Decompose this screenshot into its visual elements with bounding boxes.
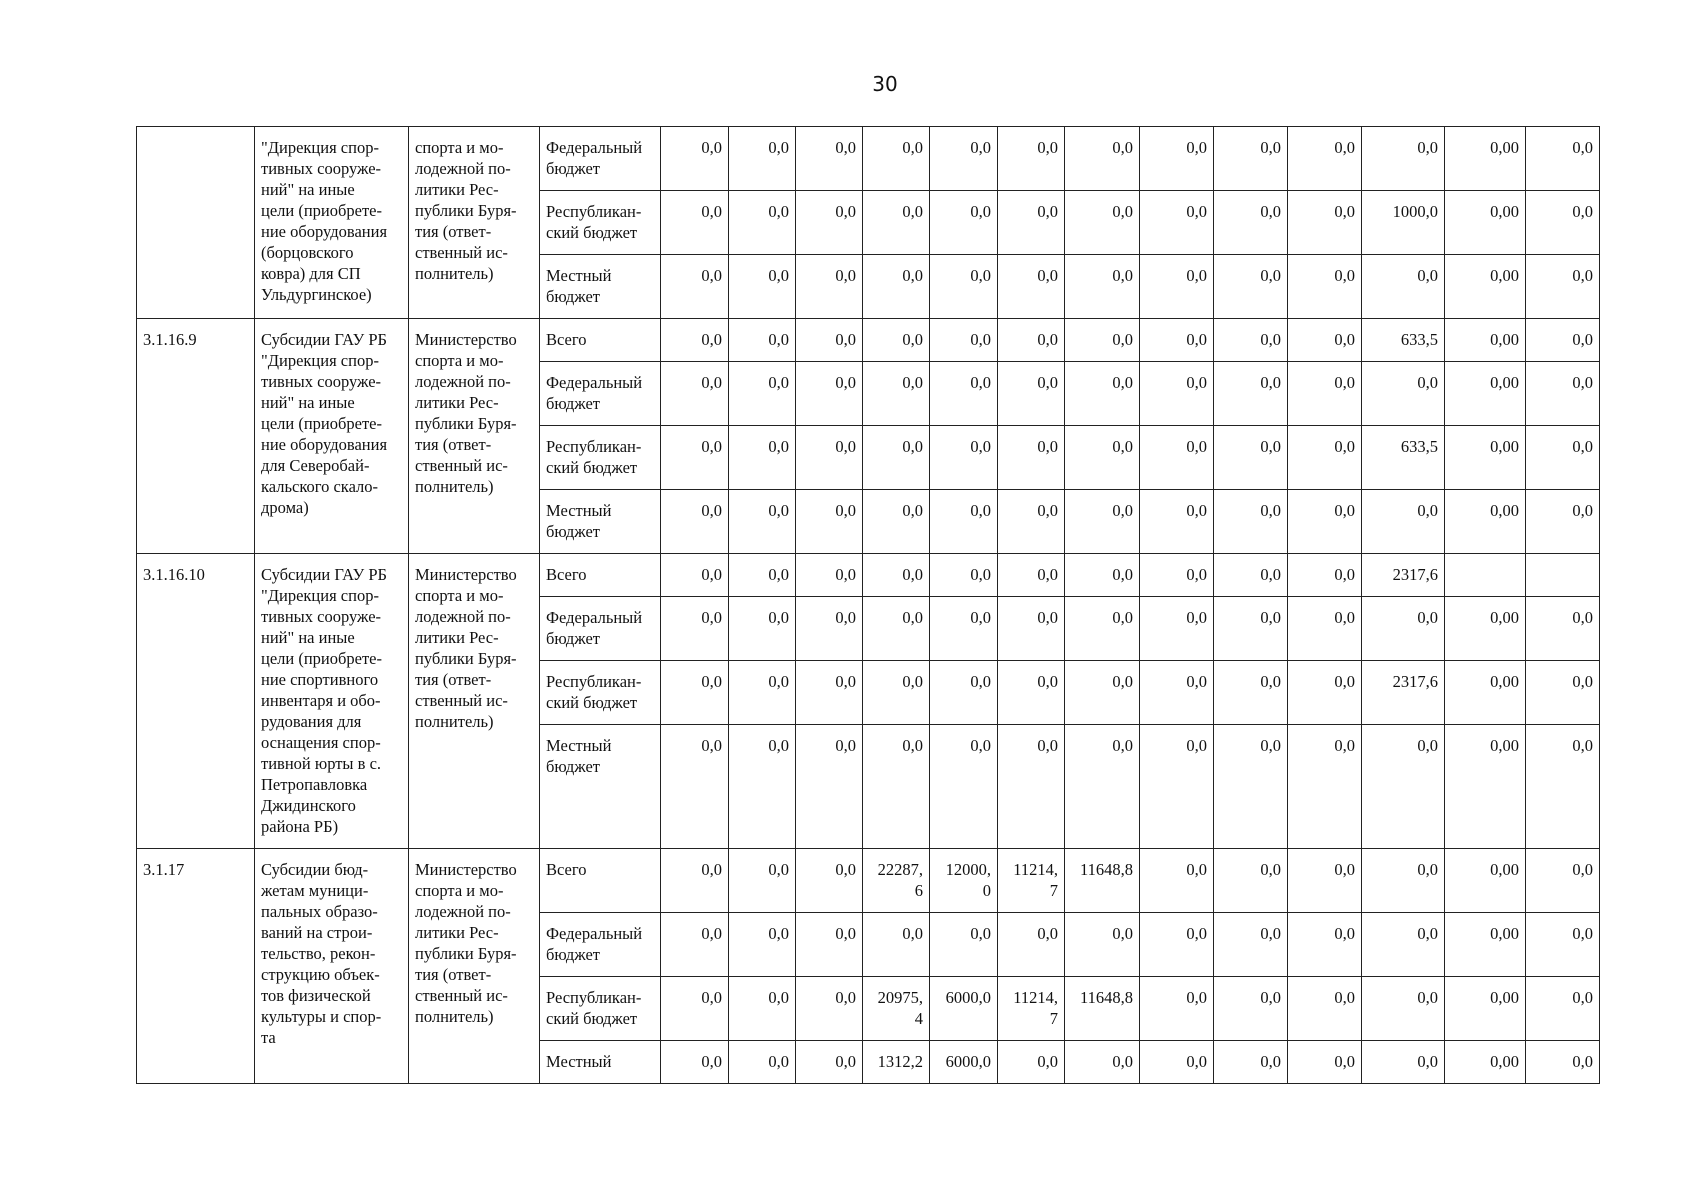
amount-cell: 0,0 <box>1065 255 1140 319</box>
amount-cell: 0,0 <box>1362 725 1445 849</box>
amount-cell: 0,0 <box>998 426 1065 490</box>
amount-cell: 0,0 <box>1214 490 1288 554</box>
amount-cell: 0,0 <box>1288 191 1362 255</box>
amount-cell: 0,0 <box>1526 191 1600 255</box>
amount-cell: 0,0 <box>1362 977 1445 1041</box>
amount-cell: 0,0 <box>998 913 1065 977</box>
amount-cell: 0,0 <box>661 849 729 913</box>
amount-cell: 0,0 <box>930 554 998 597</box>
amount-cell: 0,0 <box>1214 977 1288 1041</box>
amount-cell: 0,00 <box>1445 597 1526 661</box>
amount-cell: 0,0 <box>1140 597 1214 661</box>
funding-source: Республикан- ский бюджет <box>540 977 661 1041</box>
funding-source: Всего <box>540 554 661 597</box>
amount-cell: 0,0 <box>930 490 998 554</box>
amount-cell: 0,0 <box>1140 191 1214 255</box>
item-description: Субсидии ГАУ РБ "Дирекция спор- тивных сооруже- ний" на иные цели (приобрете- ние оборудования для Северобай- кальского скало- дрома) <box>255 319 409 554</box>
amount-cell: 0,0 <box>1065 319 1140 362</box>
amount-cell: 0,0 <box>930 597 998 661</box>
amount-cell: 0,0 <box>863 597 930 661</box>
amount-cell: 0,0 <box>930 255 998 319</box>
item-executor: Министерство спорта и мо- лодежной по- литики Рес- публики Буря- тия (ответ- ственный ис- полнитель) <box>409 319 540 554</box>
amount-cell: 0,0 <box>796 490 863 554</box>
amount-cell: 20975, 4 <box>863 977 930 1041</box>
amount-cell: 0,00 <box>1445 255 1526 319</box>
amount-cell: 0,0 <box>863 661 930 725</box>
amount-cell: 0,0 <box>930 127 998 191</box>
item-code: 3.1.16.9 <box>137 319 255 554</box>
amount-cell: 11648,8 <box>1065 849 1140 913</box>
amount-cell: 0,0 <box>1526 426 1600 490</box>
amount-cell: 0,0 <box>1214 191 1288 255</box>
amount-cell: 633,5 <box>1362 426 1445 490</box>
amount-cell: 0,0 <box>1362 362 1445 426</box>
amount-cell: 0,0 <box>1065 913 1140 977</box>
amount-cell: 0,00 <box>1445 977 1526 1041</box>
amount-cell: 0,0 <box>661 661 729 725</box>
amount-cell: 0,0 <box>1214 913 1288 977</box>
amount-cell: 6000,0 <box>930 1041 998 1084</box>
amount-cell: 0,00 <box>1445 661 1526 725</box>
amount-cell: 0,0 <box>796 913 863 977</box>
amount-cell: 0,0 <box>729 426 796 490</box>
item-executor: спорта и мо- лодежной по- литики Рес- публики Буря- тия (ответ- ственный ис- полнитель) <box>409 127 540 319</box>
amount-cell: 0,0 <box>998 319 1065 362</box>
amount-cell: 0,0 <box>930 191 998 255</box>
amount-cell: 1312,2 <box>863 1041 930 1084</box>
amount-cell: 0,0 <box>1526 913 1600 977</box>
amount-cell: 0,0 <box>930 362 998 426</box>
amount-cell: 0,0 <box>1214 725 1288 849</box>
amount-cell: 0,0 <box>998 127 1065 191</box>
amount-cell: 0,00 <box>1445 1041 1526 1084</box>
amount-cell: 0,00 <box>1445 490 1526 554</box>
item-description: Субсидии бюд- жетам муници- пальных образо- ваний на строи- тельство, рекон- струкцию объек- тов физической культуры и спор- та <box>255 849 409 1084</box>
amount-cell: 0,0 <box>1065 127 1140 191</box>
amount-cell: 11214, 7 <box>998 977 1065 1041</box>
funding-source: Местный бюджет <box>540 490 661 554</box>
item-code: 3.1.17 <box>137 849 255 1084</box>
amount-cell: 0,0 <box>796 191 863 255</box>
amount-cell: 0,0 <box>1140 1041 1214 1084</box>
amount-cell: 0,0 <box>863 554 930 597</box>
amount-cell: 0,0 <box>796 362 863 426</box>
table-row <box>137 554 1600 597</box>
amount-cell: 0,0 <box>796 661 863 725</box>
amount-cell: 2317,6 <box>1362 554 1445 597</box>
amount-cell: 0,0 <box>930 319 998 362</box>
amount-cell: 0,0 <box>1288 597 1362 661</box>
amount-cell: 0,0 <box>661 490 729 554</box>
funding-source: Федеральный бюджет <box>540 362 661 426</box>
table-body <box>137 127 1600 1084</box>
amount-cell: 0,0 <box>1288 490 1362 554</box>
amount-cell: 0,0 <box>1288 362 1362 426</box>
funding-source: Всего <box>540 319 661 362</box>
amount-cell: 0,00 <box>1445 191 1526 255</box>
amount-cell: 0,0 <box>1065 426 1140 490</box>
amount-cell: 0,0 <box>1065 1041 1140 1084</box>
amount-cell: 0,0 <box>661 725 729 849</box>
amount-cell: 12000, 0 <box>930 849 998 913</box>
amount-cell: 0,0 <box>1526 319 1600 362</box>
amount-cell: 0,0 <box>1288 554 1362 597</box>
amount-cell: 0,0 <box>1362 849 1445 913</box>
amount-cell: 0,0 <box>729 597 796 661</box>
amount-cell: 0,0 <box>796 255 863 319</box>
amount-cell: 0,0 <box>1288 661 1362 725</box>
amount-cell: 0,0 <box>796 426 863 490</box>
amount-cell: 0,0 <box>661 977 729 1041</box>
item-code <box>137 127 255 319</box>
amount-cell: 0,0 <box>1140 426 1214 490</box>
item-description: "Дирекция спор- тивных сооруже- ний" на иные цели (приобрете- ние оборудования (борцовского ковра) для СП Ульдургинское) <box>255 127 409 319</box>
amount-cell: 0,00 <box>1445 319 1526 362</box>
table-row <box>137 849 1600 913</box>
funding-source: Всего <box>540 849 661 913</box>
amount-cell: 0,0 <box>729 191 796 255</box>
amount-cell: 0,0 <box>1288 319 1362 362</box>
amount-cell: 0,0 <box>1288 1041 1362 1084</box>
amount-cell: 0,0 <box>1526 597 1600 661</box>
amount-cell: 0,0 <box>661 191 729 255</box>
amount-cell: 0,0 <box>1214 597 1288 661</box>
amount-cell: 0,0 <box>1526 127 1600 191</box>
funding-source: Республикан- ский бюджет <box>540 426 661 490</box>
amount-cell: 0,0 <box>1362 490 1445 554</box>
amount-cell: 0,0 <box>998 597 1065 661</box>
amount-cell: 0,0 <box>998 362 1065 426</box>
amount-cell: 0,0 <box>863 362 930 426</box>
amount-cell: 0,0 <box>1214 661 1288 725</box>
table-row <box>137 127 1600 191</box>
amount-cell: 0,0 <box>998 255 1065 319</box>
amount-cell: 0,0 <box>863 913 930 977</box>
amount-cell: 0,0 <box>998 661 1065 725</box>
amount-cell: 0,0 <box>1140 490 1214 554</box>
amount-cell: 0,0 <box>1065 725 1140 849</box>
amount-cell: 0,0 <box>1526 661 1600 725</box>
funding-source: Республикан- ский бюджет <box>540 191 661 255</box>
amount-cell: 0,0 <box>1065 554 1140 597</box>
amount-cell: 0,0 <box>1214 1041 1288 1084</box>
amount-cell: 1000,0 <box>1362 191 1445 255</box>
amount-cell: 0,00 <box>1445 426 1526 490</box>
amount-cell: 0,00 <box>1445 725 1526 849</box>
amount-cell: 0,0 <box>1065 362 1140 426</box>
amount-cell: 0,0 <box>729 913 796 977</box>
budget-table <box>136 126 1600 1084</box>
funding-source: Местный <box>540 1041 661 1084</box>
amount-cell: 0,0 <box>1526 725 1600 849</box>
funding-source: Федеральный бюджет <box>540 597 661 661</box>
amount-cell: 0,0 <box>796 127 863 191</box>
amount-cell: 0,0 <box>863 191 930 255</box>
funding-source: Федеральный бюджет <box>540 127 661 191</box>
amount-cell: 0,0 <box>1288 426 1362 490</box>
amount-cell: 0,0 <box>661 426 729 490</box>
amount-cell: 0,0 <box>1065 490 1140 554</box>
amount-cell: 0,0 <box>863 255 930 319</box>
amount-cell: 0,0 <box>1065 191 1140 255</box>
amount-cell: 0,0 <box>729 319 796 362</box>
amount-cell: 0,0 <box>729 490 796 554</box>
amount-cell: 0,0 <box>796 319 863 362</box>
amount-cell: 2317,6 <box>1362 661 1445 725</box>
amount-cell: 0,0 <box>661 255 729 319</box>
amount-cell: 0,0 <box>1526 255 1600 319</box>
funding-source: Местный бюджет <box>540 255 661 319</box>
amount-cell: 0,0 <box>998 1041 1065 1084</box>
amount-cell <box>1445 554 1526 597</box>
amount-cell: 0,0 <box>1362 255 1445 319</box>
amount-cell: 0,0 <box>1288 725 1362 849</box>
amount-cell: 0,0 <box>796 725 863 849</box>
amount-cell: 11214, 7 <box>998 849 1065 913</box>
amount-cell: 0,00 <box>1445 127 1526 191</box>
item-executor: Министерство спорта и мо- лодежной по- литики Рес- публики Буря- тия (ответ- ственный ис- полнитель) <box>409 849 540 1084</box>
amount-cell: 0,0 <box>998 191 1065 255</box>
amount-cell: 11648,8 <box>1065 977 1140 1041</box>
amount-cell: 0,0 <box>729 849 796 913</box>
amount-cell: 0,0 <box>1362 597 1445 661</box>
amount-cell: 0,0 <box>1140 725 1214 849</box>
amount-cell: 0,0 <box>1288 127 1362 191</box>
amount-cell: 0,0 <box>1362 1041 1445 1084</box>
amount-cell: 0,0 <box>930 913 998 977</box>
amount-cell: 0,0 <box>729 362 796 426</box>
amount-cell: 0,0 <box>1140 849 1214 913</box>
amount-cell: 6000,0 <box>930 977 998 1041</box>
amount-cell: 0,0 <box>796 1041 863 1084</box>
amount-cell: 0,0 <box>1140 362 1214 426</box>
item-code: 3.1.16.10 <box>137 554 255 849</box>
amount-cell: 0,0 <box>1140 977 1214 1041</box>
funding-source: Местный бюджет <box>540 725 661 849</box>
amount-cell: 0,0 <box>1214 849 1288 913</box>
item-description: Субсидии ГАУ РБ "Дирекция спор- тивных сооруже- ний" на иные цели (приобрете- ние спортивного инвентаря и обо- рудования для оснащения спор- тивной юрты в с. Петропавловка Джидинского района РБ) <box>255 554 409 849</box>
amount-cell: 0,00 <box>1445 849 1526 913</box>
amount-cell: 0,0 <box>1214 426 1288 490</box>
amount-cell: 0,0 <box>1140 913 1214 977</box>
amount-cell: 0,0 <box>796 977 863 1041</box>
amount-cell: 0,0 <box>1214 319 1288 362</box>
amount-cell: 0,0 <box>1288 977 1362 1041</box>
item-executor: Министерство спорта и мо- лодежной по- литики Рес- публики Буря- тия (ответ- ственный ис- полнитель) <box>409 554 540 849</box>
amount-cell: 0,0 <box>1140 127 1214 191</box>
amount-cell: 0,0 <box>796 849 863 913</box>
amount-cell: 0,0 <box>1065 661 1140 725</box>
amount-cell: 0,0 <box>661 597 729 661</box>
amount-cell: 0,0 <box>729 977 796 1041</box>
amount-cell: 0,0 <box>729 255 796 319</box>
amount-cell: 0,00 <box>1445 913 1526 977</box>
amount-cell: 0,0 <box>930 725 998 849</box>
amount-cell: 0,0 <box>1288 849 1362 913</box>
amount-cell: 0,0 <box>1065 597 1140 661</box>
amount-cell: 0,0 <box>1214 127 1288 191</box>
amount-cell: 0,0 <box>863 127 930 191</box>
amount-cell: 0,0 <box>729 661 796 725</box>
amount-cell: 0,0 <box>863 490 930 554</box>
amount-cell: 0,00 <box>1445 362 1526 426</box>
table-row <box>137 319 1600 362</box>
funding-source: Федеральный бюджет <box>540 913 661 977</box>
amount-cell: 0,0 <box>1214 554 1288 597</box>
amount-cell: 0,0 <box>729 127 796 191</box>
amount-cell: 0,0 <box>1140 661 1214 725</box>
amount-cell: 0,0 <box>998 554 1065 597</box>
amount-cell: 0,0 <box>1526 849 1600 913</box>
amount-cell: 0,0 <box>1288 913 1362 977</box>
amount-cell: 0,0 <box>1214 255 1288 319</box>
amount-cell <box>1526 554 1600 597</box>
amount-cell: 0,0 <box>1362 913 1445 977</box>
amount-cell: 0,0 <box>930 661 998 725</box>
amount-cell: 0,0 <box>729 554 796 597</box>
amount-cell: 0,0 <box>1526 362 1600 426</box>
amount-cell: 0,0 <box>796 554 863 597</box>
amount-cell: 633,5 <box>1362 319 1445 362</box>
page-number: 30 <box>872 72 898 96</box>
funding-source: Республикан- ский бюджет <box>540 661 661 725</box>
amount-cell: 0,0 <box>998 725 1065 849</box>
amount-cell: 0,0 <box>661 913 729 977</box>
amount-cell: 0,0 <box>863 725 930 849</box>
amount-cell: 0,0 <box>863 319 930 362</box>
amount-cell: 0,0 <box>1526 490 1600 554</box>
amount-cell: 0,0 <box>661 1041 729 1084</box>
amount-cell: 0,0 <box>1140 319 1214 362</box>
amount-cell: 22287, 6 <box>863 849 930 913</box>
amount-cell: 0,0 <box>729 725 796 849</box>
amount-cell: 0,0 <box>1140 255 1214 319</box>
amount-cell: 0,0 <box>1526 1041 1600 1084</box>
amount-cell: 0,0 <box>930 426 998 490</box>
amount-cell: 0,0 <box>1140 554 1214 597</box>
amount-cell: 0,0 <box>863 426 930 490</box>
amount-cell: 0,0 <box>796 597 863 661</box>
amount-cell: 0,0 <box>661 319 729 362</box>
amount-cell: 0,0 <box>729 1041 796 1084</box>
amount-cell: 0,0 <box>1214 362 1288 426</box>
amount-cell: 0,0 <box>661 362 729 426</box>
amount-cell: 0,0 <box>661 127 729 191</box>
amount-cell: 0,0 <box>1362 127 1445 191</box>
amount-cell: 0,0 <box>661 554 729 597</box>
amount-cell: 0,0 <box>1526 977 1600 1041</box>
amount-cell: 0,0 <box>1288 255 1362 319</box>
amount-cell: 0,0 <box>998 490 1065 554</box>
